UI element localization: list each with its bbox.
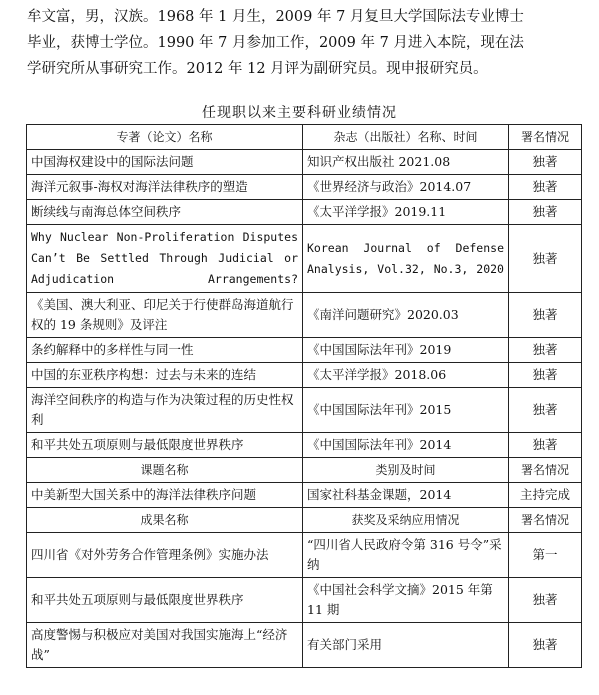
- table-title: 任现职以来主要科研业绩情况: [202, 105, 397, 121]
- achievement-usage-cell: 有关部门采用: [303, 623, 509, 668]
- achievement-title-cell: 高度警惕与积极应对美国对我国实施海上“经济战”: [27, 623, 303, 668]
- authorship-cell: 独著: [509, 150, 582, 175]
- title-cell: 中国海权建设中的国际法问题: [27, 150, 303, 175]
- project-type-cell: 国家社科基金课题，2014: [303, 483, 509, 508]
- achievement-title-cell: 四川省《对外劳务合作管理条例》实施办法: [27, 533, 303, 578]
- authorship-cell: 独著: [509, 200, 582, 225]
- source-cell: 《中国国际法年刊》2015: [303, 388, 509, 433]
- source-cell: 《太平洋学报》2019.11: [303, 200, 509, 225]
- source-cell: 《太平洋学报》2018.06: [303, 363, 509, 388]
- source-cell: 知识产权出版社 2021.08: [303, 150, 509, 175]
- title-cell: 海洋元叙事-海权对海洋法律秩序的塑造: [27, 175, 303, 200]
- authorship-cell: 第一: [509, 533, 582, 578]
- header-cell: 课题名称: [27, 458, 303, 483]
- table-header-row: [27, 508, 582, 533]
- authorship-cell: 独著: [509, 363, 582, 388]
- authorship-cell: 独著: [509, 293, 582, 338]
- authorship-cell: 独著: [509, 623, 582, 668]
- title-cell: Why Nuclear Non-Proliferation Disputes Can’t Be Settled Through Judicial or Adjudication Arrangements?: [27, 225, 303, 293]
- table-row: [27, 293, 582, 338]
- table-row: [27, 225, 582, 293]
- table-row: [27, 363, 582, 388]
- intro-line: 学研究所从事研究工作。2012 年 12 月评为副研究员。现申报研究员。: [27, 61, 488, 77]
- source-cell: 《南洋问题研究》2020.03: [303, 293, 509, 338]
- header-cell: 署名情况: [509, 125, 582, 150]
- title-cell: 断续线与南海总体空间秩序: [27, 200, 303, 225]
- header-cell: 成果名称: [27, 508, 303, 533]
- title-cell: 海洋空间秩序的构造与作为决策过程的历史性权利: [27, 388, 303, 433]
- table-row: [27, 175, 582, 200]
- header-cell: 获奖及采纳应用情况: [303, 508, 509, 533]
- header-cell: 类别及时间: [303, 458, 509, 483]
- authorship-cell: 独著: [509, 388, 582, 433]
- table-row: [27, 623, 582, 668]
- achievements-table: [26, 124, 582, 668]
- title-cell: 和平共处五项原则与最低限度世界秩序: [27, 433, 303, 458]
- table-row: [27, 150, 582, 175]
- header-cell: 杂志（出版社）名称、时间: [303, 125, 509, 150]
- authorship-cell: 独著: [509, 175, 582, 200]
- table-row: [27, 578, 582, 623]
- source-cell: 《中国国际法年刊》2019: [303, 338, 509, 363]
- table-row: [27, 433, 582, 458]
- table-row: [27, 200, 582, 225]
- project-title-cell: 中美新型大国关系中的海洋法律秩序问题: [27, 483, 303, 508]
- header-cell: 署名情况: [509, 508, 582, 533]
- intro-line: 牟文富，男，汉族。1968 年 1 月生，2009 年 7 月复旦大学国际法专业博士: [27, 9, 524, 25]
- header-cell: 专著（论文）名称: [27, 125, 303, 150]
- authorship-cell: 独著: [509, 578, 582, 623]
- table-header-row: [27, 458, 582, 483]
- authorship-cell: 独著: [509, 225, 582, 293]
- authorship-cell: 主持完成: [509, 483, 582, 508]
- title-cell: 中国的东亚秩序构想：过去与未来的连结: [27, 363, 303, 388]
- source-cell: Korean Journal of Defense Analysis, Vol.32, No.3, 2020: [303, 225, 509, 293]
- source-cell: 《中国国际法年刊》2014: [303, 433, 509, 458]
- achievement-usage-cell: “四川省人民政府令第 316 号令”采纳: [303, 533, 509, 578]
- header-cell: 署名情况: [509, 458, 582, 483]
- authorship-cell: 独著: [509, 338, 582, 363]
- achievement-usage-cell: 《中国社会科学文摘》2015 年第 11 期: [303, 578, 509, 623]
- title-cell: 《美国、澳大利亚、印尼关于行使群岛海道航行权的 19 条规则》及评注: [27, 293, 303, 338]
- intro-paragraph: [27, 4, 579, 82]
- achievement-title-cell: 和平共处五项原则与最低限度世界秩序: [27, 578, 303, 623]
- source-cell: 《世界经济与政治》2014.07: [303, 175, 509, 200]
- table-row: [27, 533, 582, 578]
- intro-line: 毕业，获博士学位。1990 年 7 月参加工作，2009 年 7 月进入本院，现在法: [27, 35, 524, 51]
- table-row: [27, 338, 582, 363]
- table-row: [27, 483, 582, 508]
- table-row: [27, 388, 582, 433]
- table-header-row: [27, 125, 582, 150]
- title-cell: 条约解释中的多样性与同一性: [27, 338, 303, 363]
- authorship-cell: 独著: [509, 433, 582, 458]
